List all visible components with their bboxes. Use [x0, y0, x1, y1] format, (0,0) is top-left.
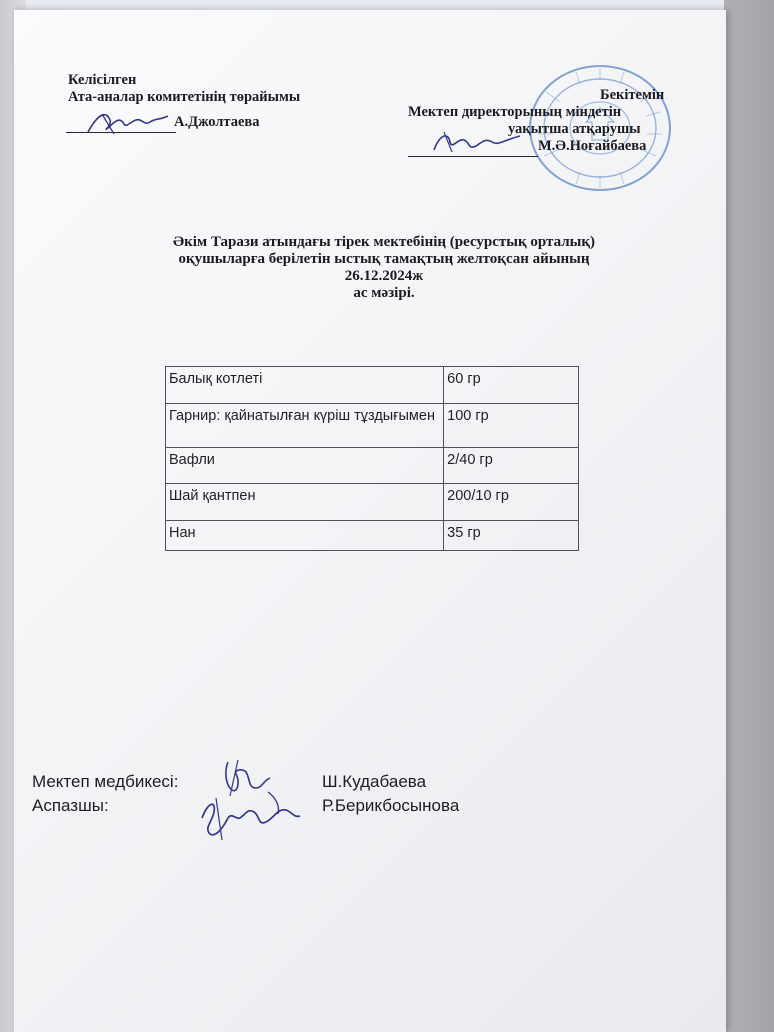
dish-quantity: 2/40 гр	[444, 448, 579, 484]
background-right-edge	[724, 0, 774, 1032]
approval-left-title: Келісілген	[68, 72, 137, 88]
dish-name: Шай қантпен	[166, 484, 444, 521]
approval-left-role: Ата-аналар комитетінің төрайымы	[68, 89, 301, 105]
title-line-2: оқушыларға берілетін ыстық тамақтың желтоқсан айының	[178, 251, 590, 267]
document-title	[94, 234, 674, 302]
table-row	[166, 484, 579, 521]
cook-label: Аспазшы:	[32, 796, 109, 815]
approval-right-role-2: уақытша атқарушы	[508, 121, 641, 137]
title-date: 26.12.2024ж	[344, 268, 424, 284]
document-page	[14, 10, 726, 1032]
menu-table	[165, 366, 579, 551]
approval-right-role: Мектеп директорының міндетін	[408, 104, 622, 120]
cook-name: Р.Берикбосынова	[322, 796, 460, 815]
dish-quantity: 200/10 гр	[444, 484, 579, 521]
dish-quantity: 60 гр	[444, 367, 579, 404]
signature-left	[84, 106, 174, 140]
signature-right	[430, 128, 526, 158]
dish-name: Вафли	[166, 448, 444, 484]
dish-name: Гарнир: қайнатылған күріш тұздығымен	[166, 404, 444, 448]
nurse-name: Ш.Кудабаева	[322, 772, 427, 791]
signature-cook	[194, 788, 304, 844]
dish-quantity: 35 гр	[444, 521, 579, 551]
title-line-4: ас мәзірі.	[353, 285, 415, 301]
dish-name: Нан	[166, 521, 444, 551]
dish-quantity: 100 гр	[444, 404, 579, 448]
nurse-label: Мектеп медбикесі:	[32, 772, 179, 791]
table-row	[166, 367, 579, 404]
table-row	[166, 521, 579, 551]
approval-right-signer: М.Ә.Ноғайбаева	[538, 138, 647, 154]
dish-name: Балық котлеті	[166, 367, 444, 404]
title-line-1: Әкім Тарази атындағы тірек мектебінің (ресурстық орталық)	[173, 234, 595, 250]
approval-right-title: Бекітемін	[600, 87, 665, 103]
table-row	[166, 404, 579, 448]
table-row	[166, 448, 579, 484]
approval-left-signer: А.Джолтаева	[174, 114, 260, 130]
